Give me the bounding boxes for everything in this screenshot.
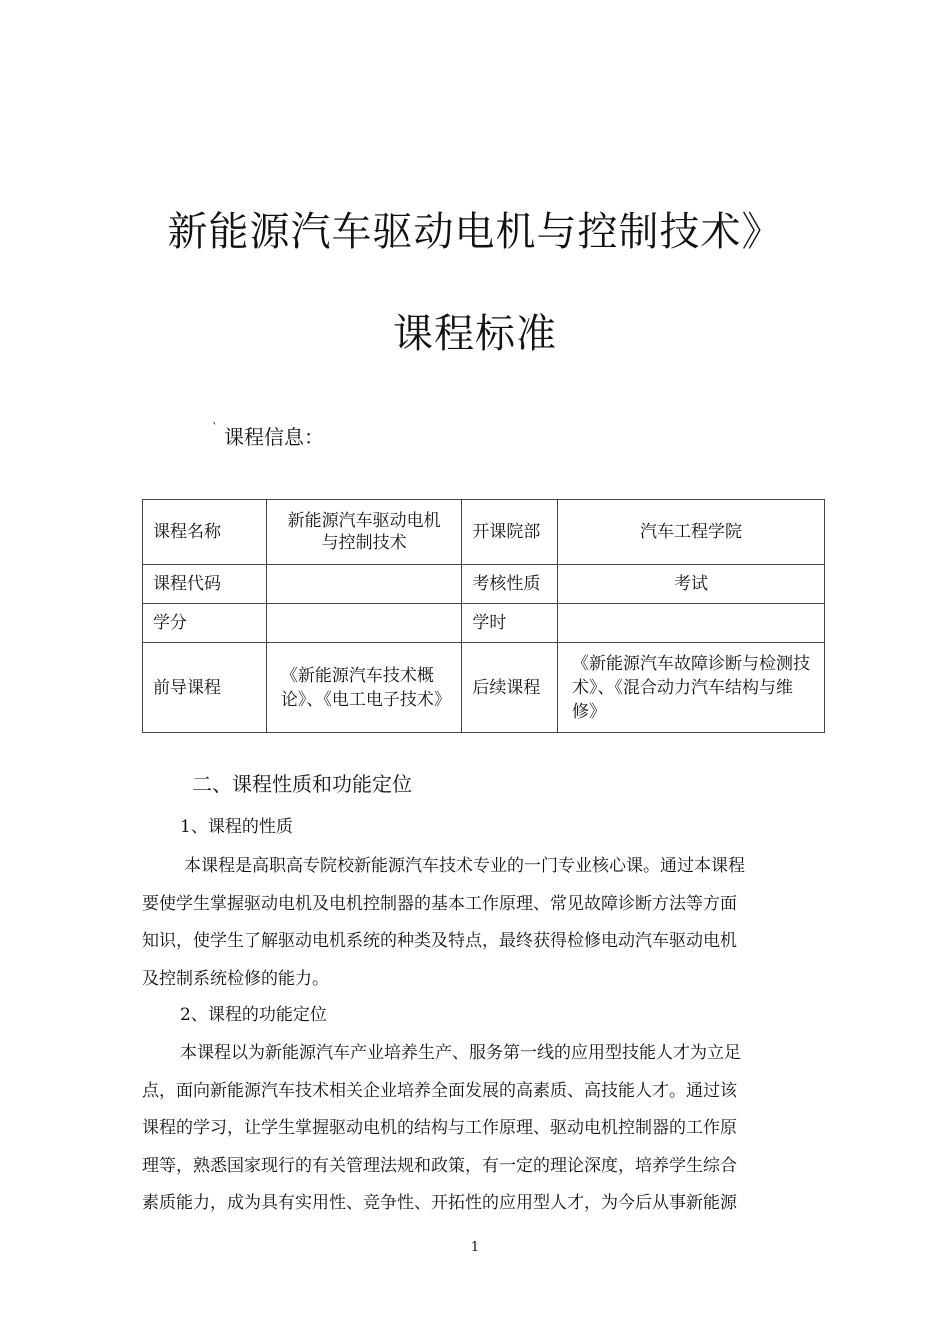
course-info-heading — [212, 421, 324, 450]
hours-label: 学时 — [462, 604, 558, 643]
dept-value: 汽车工程学院 — [558, 500, 825, 565]
course-info-heading-text: 课程信息： — [224, 425, 324, 449]
subsection-heading-function: 2、课程的功能定位 — [180, 1005, 327, 1025]
credit-label: 学分 — [143, 604, 267, 643]
paragraph-line: 要使学生掌握驱动电机及电机控制器的基本工作原理、常见故障诊断方法等方面 — [142, 893, 737, 914]
section-heading: 二、课程性质和功能定位 — [192, 772, 412, 796]
course-name-value: 新能源汽车驱动电机 与控制技术 — [266, 500, 461, 565]
paragraph-line: 本课程是高职高专院校新能源汽车技术专业的一门专业核心课。通过本课程 — [184, 856, 745, 876]
assess-value: 考试 — [558, 565, 825, 604]
hours-value — [558, 604, 825, 643]
table-row — [143, 604, 825, 643]
credit-value — [266, 604, 461, 643]
paragraph-line: 课程的学习，让学生掌握驱动电机的结构与工作原理、驱动电机控制器的工作原 — [142, 1118, 737, 1138]
code-label: 课程代码 — [143, 565, 267, 604]
paragraph-line: 素质能力，成为具有实用性、竞争性、开拓性的应用型人才，为今后从事新能源 — [142, 1193, 737, 1213]
dept-label: 开课院部 — [462, 500, 558, 565]
code-value — [266, 565, 461, 604]
table-row — [143, 643, 825, 733]
document-title: 新能源汽车驱动电机与控制技术》 — [167, 209, 783, 255]
paragraph-line: 点，面向新能源汽车技术相关企业培养全面发展的高素质、高技能人才。通过该 — [142, 1080, 737, 1101]
paragraph-line: 理等，熟悉国家现行的有关管理法规和政策，有一定的理论深度，培养学生综合 — [142, 1155, 737, 1176]
subsection-heading-nature: 1、课程的性质 — [180, 817, 293, 837]
heading-mark: ` — [212, 421, 218, 435]
prereq-value: 《新能源汽车技术概论》、《电工电子技术》 — [266, 643, 461, 733]
page-number: 1 — [470, 1240, 480, 1255]
paragraph-function — [142, 1035, 825, 1223]
followup-value: 《新能源汽车故障诊断与检测技术》、《混合动力汽车结构与维修》 — [558, 643, 825, 733]
course-name-label: 课程名称 — [143, 500, 267, 565]
table-row — [143, 500, 825, 565]
prereq-label: 前导课程 — [143, 643, 267, 733]
paragraph-line: 本课程以为新能源汽车产业培养生产、服务第一线的应用型技能人才为立足 — [180, 1043, 741, 1063]
paragraph-nature — [142, 848, 825, 998]
course-info-table — [142, 499, 825, 733]
table-row — [143, 565, 825, 604]
paragraph-line: 知识，使学生了解驱动电机系统的种类及特点，最终获得检修电动汽车驱动电机 — [142, 931, 737, 951]
followup-label: 后续课程 — [462, 643, 558, 733]
paragraph-line: 及控制系统检修的能力。 — [142, 968, 329, 989]
assess-label: 考核性质 — [462, 565, 558, 604]
document-subtitle: 课程标准 — [393, 311, 557, 357]
